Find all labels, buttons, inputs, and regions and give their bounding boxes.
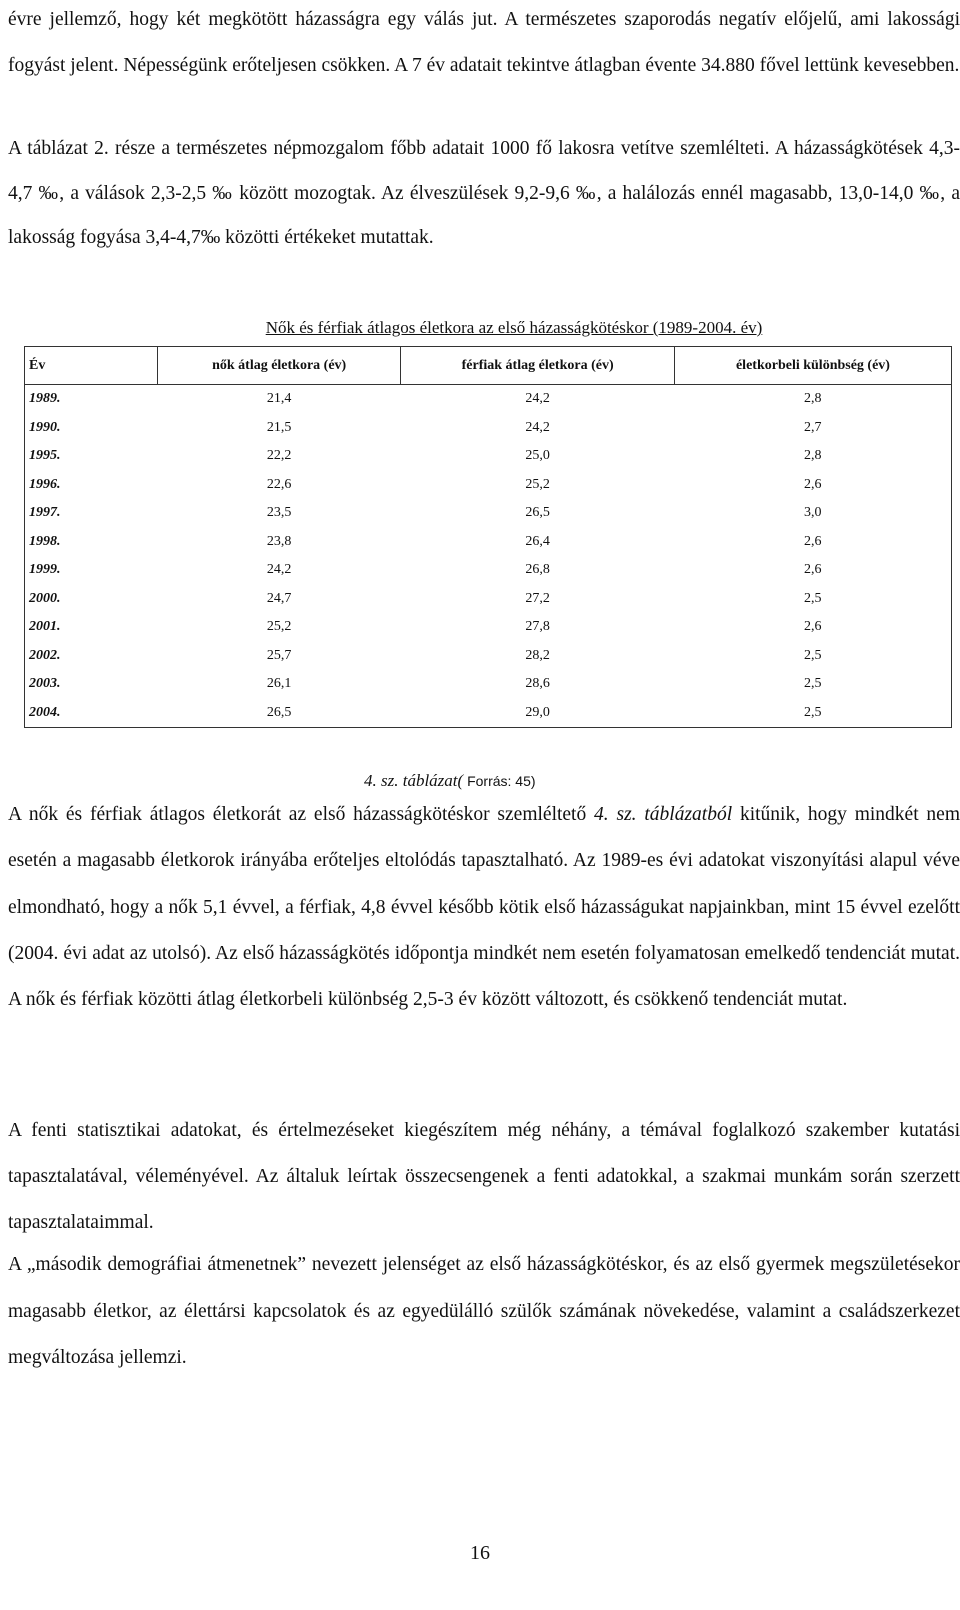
cell-men-age: 25,0	[525, 448, 550, 464]
cell-women-age: 23,8	[266, 533, 292, 549]
header-age-difference: életkorbeli különbség (év)	[674, 347, 951, 385]
table-footnote	[364, 771, 536, 791]
table-row	[25, 556, 952, 585]
table-reference: 4. sz. táblázatból	[594, 804, 733, 825]
page-number: 16	[470, 1542, 490, 1564]
table-row	[25, 385, 952, 414]
paragraph-2: A táblázat 2. része a természetes népmozgalom főbb adatait 1000 fő lakosra vetítve szemlélteti. A házasságkötések 4,3-4,7 ‰, a válások 2,3-2,5 ‰ között mozogtak. Az élveszülések 9,2-9,6 ‰, a halálozás ennél magasabb, 13,0-14,0 ‰, a lakosság fogyása 3,4-4,7‰ közötti értékeket mutattak.	[8, 138, 960, 248]
cell-difference: 2,6	[803, 619, 822, 635]
cell-year: 1995.	[29, 448, 61, 464]
cell-women-age: 23,5	[266, 505, 292, 521]
cell-year: 1997.	[29, 505, 61, 521]
cell-difference: 2,5	[803, 704, 822, 720]
marriage-age-table	[24, 346, 952, 728]
table-row	[25, 528, 952, 557]
cell-men-age: 27,8	[525, 619, 550, 635]
cell-year: 2002.	[29, 647, 61, 663]
cell-men-age: 25,2	[525, 476, 550, 492]
cell-year: 2001.	[29, 619, 61, 635]
table-row	[25, 699, 952, 728]
table-caption: Nők és férfiak átlagos életkora az első házasságkötéskor (1989-2004. év)	[265, 318, 763, 337]
cell-year: 2004.	[29, 704, 61, 720]
cell-year: 1998.	[29, 533, 61, 549]
cell-women-age: 25,2	[266, 619, 292, 635]
table-row	[25, 585, 952, 614]
cell-men-age: 26,8	[525, 562, 550, 578]
paragraph-4: A fenti statisztikai adatokat, és értelmezéseket kiegészítem még néhány, a témával foglalkozó szakember kutatási tapasztalatával, véleményével. Az általuk leírtak összecsengenek a fenti adatokkal, a szakmai munkám során szerzett tapasztalataimmal.	[8, 1120, 960, 1233]
cell-year: 1996.	[29, 476, 61, 492]
table-row	[25, 471, 952, 500]
table-body	[25, 385, 952, 728]
header-men-age: férfiak átlag életkora (év)	[401, 347, 675, 385]
table-header-row	[25, 347, 952, 385]
header-women-age: nők átlag életkora (év)	[158, 347, 401, 385]
table-row	[25, 414, 952, 443]
cell-women-age: 22,6	[266, 476, 292, 492]
paragraph-3	[8, 792, 960, 1023]
table-source: Forrás: 45)	[463, 773, 536, 789]
header-year: Év	[25, 347, 158, 385]
cell-men-age: 27,2	[525, 590, 550, 606]
cell-women-age: 21,4	[266, 391, 292, 407]
cell-year: 1989.	[29, 391, 61, 407]
cell-men-age: 24,2	[525, 419, 550, 435]
cell-women-age: 25,7	[266, 647, 292, 663]
cell-difference: 2,7	[803, 419, 822, 435]
cell-women-age: 26,1	[266, 676, 292, 692]
paragraph-5: A „második demográfiai átmenetnek” nevezett jelenséget az első házasságkötéskor, és az első gyermek megszületésekor magasabb életkor, az élettársi kapcsolatok és az egyedülálló szülők számának növekedése, valamint a családszerkezet megváltozása jellemzi.	[8, 1254, 960, 1368]
cell-men-age: 26,4	[525, 533, 550, 549]
table-row	[25, 613, 952, 642]
table-row	[25, 442, 952, 471]
cell-difference: 2,5	[803, 647, 822, 663]
cell-year: 2000.	[29, 590, 61, 606]
cell-women-age: 24,7	[266, 590, 292, 606]
table-label: 4. sz. táblázat(	[364, 771, 464, 790]
cell-difference: 2,6	[803, 476, 822, 492]
paragraph-1: évre jellemző, hogy két megkötött házasságra egy válás jut. A természetes szaporodás negatív előjelű, ami lakossági fogyást jelent. Népességünk erőteljesen csökken. A 7 év adatait tekintve átlagban évente 34.880 fővel lettünk kevesebben.	[8, 9, 960, 76]
cell-difference: 2,6	[803, 533, 822, 549]
table-row	[25, 642, 952, 671]
cell-difference: 3,0	[803, 505, 822, 521]
cell-difference: 2,5	[803, 590, 822, 606]
cell-difference: 2,5	[803, 676, 822, 692]
cell-difference: 2,6	[803, 562, 822, 578]
cell-year: 1999.	[29, 562, 61, 578]
cell-women-age: 21,5	[266, 419, 292, 435]
cell-women-age: 22,2	[266, 448, 292, 464]
table-row	[25, 670, 952, 699]
cell-men-age: 26,5	[525, 505, 550, 521]
paragraph-3-start: A nők és férfiak átlagos életkorát az első házasságkötéskor szemléltető	[8, 804, 595, 825]
cell-difference: 2,8	[803, 391, 822, 407]
cell-men-age: 28,6	[525, 676, 550, 692]
paragraph-3-end: kitűnik, hogy mindkét nem esetén a magasabb életkorok irányába erőteljes eltolódás tapasztalható. Az 1989-es évi adatokat viszonyítási alapul véve elmondható, hogy a nők 5,1 évvel, a férfiak, 4,8 évvel később kötik első házasságukat napjainkban, mint 15 évvel ezelőtt (2004. évi adat az utolsó). Az első házasságkötés időpontja mindkét nem esetén folyamatosan emelkedő tendenciát mutat. A nők és férfiak közötti átlag életkorbeli különbség 2,5-3 év között változott, és csökkenő tendenciát mutat.	[8, 804, 960, 1011]
cell-women-age: 26,5	[266, 704, 292, 720]
cell-men-age: 24,2	[525, 391, 550, 407]
cell-men-age: 28,2	[525, 647, 550, 663]
cell-men-age: 29,0	[525, 704, 550, 720]
cell-women-age: 24,2	[266, 562, 292, 578]
cell-difference: 2,8	[803, 448, 822, 464]
cell-year: 2003.	[29, 676, 61, 692]
table-row	[25, 499, 952, 528]
cell-year: 1990.	[29, 419, 61, 435]
